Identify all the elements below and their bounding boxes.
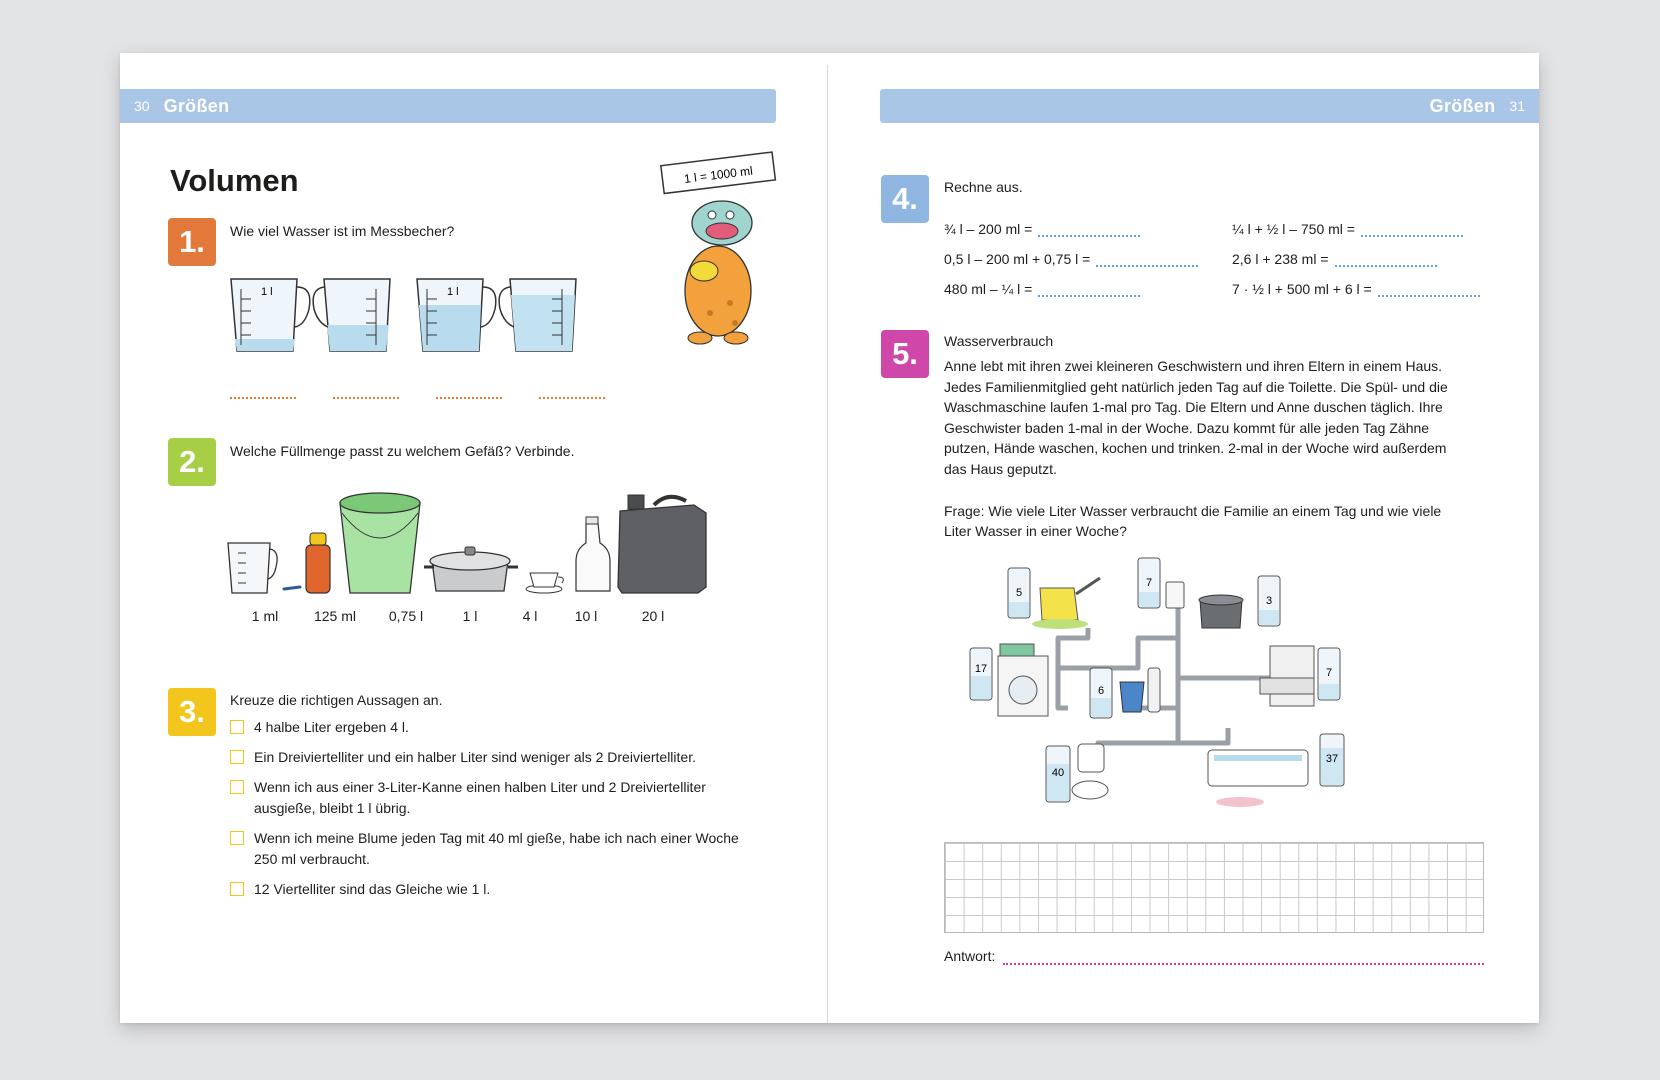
canister bbox=[618, 495, 706, 593]
task-5-heading: Wasserverbrauch bbox=[944, 333, 1054, 349]
amount-label: 10 l bbox=[574, 608, 598, 624]
bucket bbox=[340, 493, 420, 593]
glass-cleaning bbox=[1090, 668, 1112, 718]
vessels-illustration bbox=[224, 483, 724, 603]
glass-toilet bbox=[1046, 746, 1070, 802]
cup-label: 1 l bbox=[447, 286, 459, 298]
page-title: Volumen bbox=[170, 163, 299, 198]
water-usage-illustration bbox=[974, 558, 1378, 813]
statement-item bbox=[230, 879, 790, 900]
task-5-badge: 5. bbox=[881, 330, 929, 378]
svg-text:3: 3 bbox=[1265, 595, 1273, 607]
book-spread bbox=[120, 53, 1539, 1023]
answer-line-3[interactable] bbox=[436, 397, 502, 399]
glass-washing-machine bbox=[970, 648, 992, 700]
cup-label: 1 l bbox=[261, 286, 273, 298]
task-1-badge: 1. bbox=[168, 218, 216, 266]
svg-text:7: 7 bbox=[1325, 667, 1333, 679]
statement-item bbox=[230, 777, 790, 819]
svg-text:17: 17 bbox=[974, 663, 988, 675]
task-3-question: Kreuze die richtigen Aussagen an. bbox=[230, 692, 443, 708]
watering-can bbox=[1032, 578, 1100, 629]
glass-watering-can bbox=[1008, 568, 1030, 618]
equation: 2,6 l + 238 ml = bbox=[1232, 245, 1480, 267]
task-5-paragraph: Anne lebt mit ihren zwei kleineren Geschwistern und ihren Eltern in einem Haus. Jedes Familienmitglied geht natürlich jeden Tag auf die Toilette. Die Spül- und die Waschmaschine laufen 1-mal pro Tag. Die Eltern und Anne duschen täglich. Ihre Geschwister baden 1-mal in der Woche. Dazu kommt für alle jeden Tag Zähne putzen, Hände waschen, kochen und trinken. 2-mal in der Woche wird außerdem das Haus geputzt. bbox=[944, 358, 1448, 477]
measuring-jug bbox=[228, 543, 277, 593]
statement-checkbox[interactable] bbox=[230, 720, 244, 734]
cup bbox=[526, 573, 563, 593]
cooking-pot bbox=[424, 547, 518, 591]
statement-text: 12 Viertelliter sind das Gleiche wie 1 l. bbox=[254, 881, 491, 897]
statement-checkbox[interactable] bbox=[230, 882, 244, 896]
statement-checkbox[interactable] bbox=[230, 780, 244, 794]
answer-line-2[interactable] bbox=[333, 397, 399, 399]
statement-text: Ein Dreiviertelliter und ein halber Liter sind weniger als 2 Dreiviertelliter. bbox=[254, 749, 696, 765]
equations-right bbox=[1232, 215, 1480, 297]
glass-dishwasher bbox=[1318, 648, 1340, 700]
equation: 480 ml – ¼ l = bbox=[944, 275, 1198, 297]
statement-checkbox[interactable] bbox=[230, 831, 244, 845]
toilet bbox=[1072, 744, 1108, 799]
statement-checkbox[interactable] bbox=[230, 750, 244, 764]
statement-text: Wenn ich aus einer 3-Liter-Kanne einen halben Liter und 2 Dreiviertelliter ausgieße, bleibt 1 l übrig. bbox=[254, 779, 706, 816]
washing-machine bbox=[998, 644, 1048, 716]
measuring-cup-2 bbox=[313, 279, 390, 351]
task-1-question: Wie viel Wasser ist im Messbecher? bbox=[230, 223, 455, 239]
measuring-cups bbox=[225, 275, 590, 355]
task-3-badge: 3. bbox=[168, 688, 216, 736]
toothbrush-cup bbox=[1166, 582, 1184, 608]
statement-list bbox=[230, 717, 790, 900]
left-page bbox=[120, 53, 827, 1023]
statement-text: Wenn ich meine Blume jeden Tag mit 40 ml gieße, habe ich nach einer Woche 250 ml verbraucht. bbox=[254, 830, 739, 867]
equation-answer-line[interactable] bbox=[1361, 223, 1463, 237]
equation-answer-line[interactable] bbox=[1038, 223, 1140, 237]
task-4-badge: 4. bbox=[881, 175, 929, 223]
header-band-right bbox=[880, 89, 1539, 123]
amount-label: 4 l bbox=[522, 608, 538, 624]
statement-item bbox=[230, 747, 790, 768]
equations-left bbox=[944, 215, 1198, 297]
statement-item bbox=[230, 828, 790, 870]
svg-text:7: 7 bbox=[1145, 577, 1153, 589]
pipette bbox=[284, 587, 300, 589]
monster-illustration bbox=[640, 153, 780, 353]
task-2-question: Welche Füllmenge passt zu welchem Gefäß? Verbinde. bbox=[230, 443, 575, 459]
stove-pot bbox=[1199, 595, 1243, 628]
equation-answer-line[interactable] bbox=[1335, 253, 1437, 267]
equation: 7 · ½ l + 500 ml + 6 l = bbox=[1232, 275, 1480, 297]
right-page bbox=[828, 53, 1539, 1023]
svg-text:5: 5 bbox=[1015, 587, 1023, 599]
glass-bath bbox=[1320, 734, 1344, 786]
task-4-question: Rechne aus. bbox=[944, 179, 1023, 195]
amount-label: 1 ml bbox=[251, 608, 279, 624]
page-number: 31 bbox=[1509, 98, 1525, 114]
answer-line-4[interactable] bbox=[539, 397, 605, 399]
header-title: Größen bbox=[163, 95, 230, 116]
amount-label: 0,75 l bbox=[388, 608, 424, 624]
task-2-badge: 2. bbox=[168, 438, 216, 486]
answer-line[interactable] bbox=[1003, 963, 1484, 965]
header-band-left bbox=[120, 89, 776, 123]
equation: ¾ l – 200 ml = bbox=[944, 215, 1198, 237]
svg-text:37: 37 bbox=[1325, 753, 1339, 765]
glass-toothbrush bbox=[1138, 558, 1160, 608]
equation: 0,5 l – 200 ml + 0,75 l = bbox=[944, 245, 1198, 267]
measuring-cup-1 bbox=[231, 279, 310, 351]
equation-answer-line[interactable] bbox=[1038, 283, 1140, 297]
svg-text:6: 6 bbox=[1097, 685, 1105, 697]
measuring-cup-3 bbox=[417, 279, 496, 351]
answer-line-1[interactable] bbox=[230, 397, 296, 399]
cleaning-bucket bbox=[1120, 668, 1160, 712]
amount-label: 20 l bbox=[641, 608, 665, 624]
amount-label: 1 l bbox=[462, 608, 478, 624]
statement-item bbox=[230, 717, 790, 738]
header-title: Größen bbox=[1429, 95, 1496, 116]
bathtub bbox=[1208, 750, 1308, 807]
equation: ¼ l + ½ l – 750 ml = bbox=[1232, 215, 1480, 237]
equation-answer-line[interactable] bbox=[1096, 253, 1198, 267]
statement-text: 4 halbe Liter ergeben 4 l. bbox=[254, 719, 409, 735]
sign-text: 1 l = 1000 ml bbox=[683, 163, 754, 186]
equation-answer-line[interactable] bbox=[1378, 283, 1480, 297]
task-5-question: Frage: Wie viele Liter Wasser verbraucht die Familie an einem Tag und wie viele Liter Wasser in einer Woche? bbox=[944, 503, 1442, 539]
answer-label: Antwort: bbox=[944, 948, 996, 964]
page-number: 30 bbox=[134, 98, 150, 114]
svg-text:40: 40 bbox=[1051, 767, 1065, 779]
glass-cooking bbox=[1258, 576, 1280, 626]
milk-bottle bbox=[576, 517, 610, 591]
amount-label: 125 ml bbox=[313, 608, 357, 624]
measuring-cup-4 bbox=[499, 279, 576, 351]
drink-bottle bbox=[306, 533, 330, 593]
calculation-grid[interactable] bbox=[944, 842, 1484, 933]
